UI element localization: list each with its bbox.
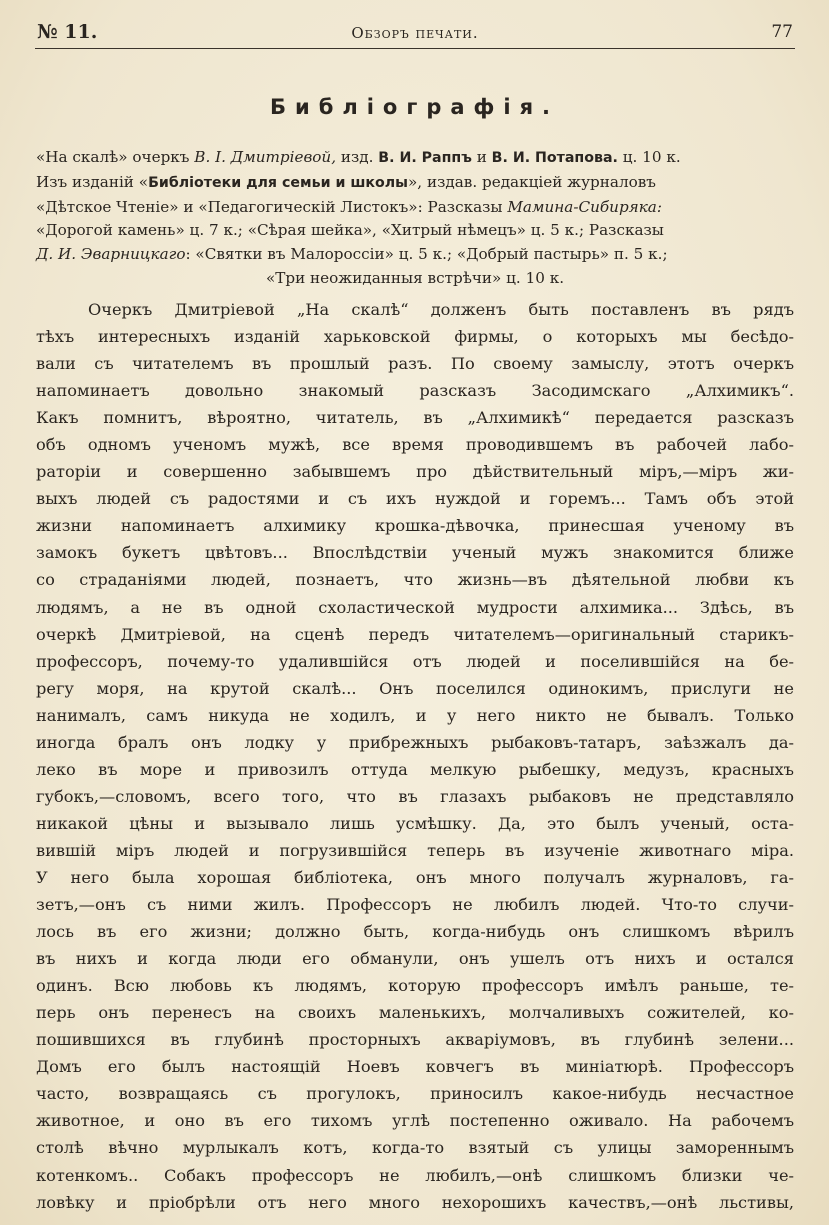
entry-line: «На скалѣ» очеркъ В. І. Дмитріевой, изд. В. И. Раппъ и В. И. Потапова. ц. 10 к. — [36, 148, 681, 166]
text-line: вившій міръ людей и погрузившійся теперь въ изученіе животнаго міра. — [36, 840, 794, 860]
text-line: объ одномъ ученомъ мужѣ, все время проводившемъ въ рабочей лабо- — [36, 435, 794, 455]
text-line: пошившихся въ глубинѣ просторныхъ акваріумовъ, въ глубинѣ зелени... — [36, 1030, 794, 1050]
author-name: Мамина-Сибиряка: — [507, 197, 662, 216]
review-body — [36, 296, 794, 1216]
entry-line: «Дѣтское Чтеніе» и «Педагогическій Листокъ»: Разсказы Мамина-Сибиряка: — [36, 197, 662, 216]
running-title: Обзоръ печати. — [351, 24, 479, 42]
publisher-name: В. И. Раппъ — [378, 150, 472, 166]
text-line: лось въ его жизни; должно быть, когда-нибудь онъ слишкомъ вѣрилъ — [36, 922, 794, 942]
entry-line: Д. И. Эварницкаго: «Святки въ Малороссіи» ц. 5 к.; «Добрый пастырь» п. 5 к.; — [36, 245, 668, 264]
library-name: Библіотеки для семьи и школы — [148, 174, 409, 191]
running-header — [35, 18, 795, 49]
text-line: леко въ море и привозилъ оттуда мелкую рыбешку, медузъ, красныхъ — [36, 759, 794, 779]
text-line: раторіи и совершенно забывшемъ про дѣйствительный міръ,—міръ жи- — [36, 462, 794, 482]
text-line: въ нихъ и когда люди его обманули, онъ ушелъ отъ нихъ и остался — [36, 949, 794, 969]
text-line: животное, и оно въ его тихомъ углѣ постепенно оживало. На рабочемъ — [36, 1111, 794, 1131]
entry-line: «Три неожиданныя встрѣчи» ц. 10 к. — [265, 268, 565, 287]
text-line: часто, возвращаясь съ прогулокъ, приносилъ какое-нибудь несчастное — [36, 1084, 794, 1104]
text-line: жизни напоминаетъ алхимику крошка-дѣвочка, принесшая ученому въ — [36, 516, 794, 536]
text-line: нанималъ, самъ никуда не ходилъ, и у него никто не бывалъ. Только — [36, 705, 794, 725]
text-line: напоминаетъ довольно знакомый разсказъ Засодимскаго „Алхимикъ“. — [36, 381, 794, 401]
text-line: иногда бралъ онъ лодку у прибрежныхъ рыбаковъ-татаръ, заѣзжалъ да- — [36, 732, 794, 752]
section-title: Библіографія. — [269, 95, 560, 119]
text-line: одинъ. Всю любовь къ людямъ, которую профессоръ имѣлъ раньше, те- — [36, 976, 794, 996]
text-line: людямъ, а не въ одной схоластической мудрости алхимика... Здѣсь, въ — [36, 597, 794, 617]
text-line: перь онъ перенесъ на своихъ маленькихъ, молчаливыхъ сожителей, ко- — [36, 1003, 794, 1023]
text-line: выхъ людей съ радостями и съ ихъ нуждой и горемъ... Тамъ объ этой — [36, 489, 794, 509]
text-line: никакой цѣны и вызывало лишь усмѣшку. Да, это былъ ученый, оста- — [36, 813, 794, 833]
text-line: замокъ букетъ цвѣтовъ... Впослѣдствіи ученый мужъ знакомится ближе — [36, 543, 794, 563]
text-line: губокъ,—словомъ, всего того, что въ глазахъ рыбаковъ не представляло — [36, 786, 794, 806]
text-line: очеркѣ Дмитріевой, на сценѣ передъ читателемъ—оригинальный старикъ- — [36, 624, 794, 644]
text-line: Очеркъ Дмитріевой „На скалѣ“ долженъ быть поставленъ въ рядъ — [88, 300, 794, 319]
text-line: профессоръ, почему-то удалившійся отъ людей и поселившійся на бе- — [36, 651, 794, 671]
text-line: зетъ,—онъ съ ними жилъ. Профессоръ не любилъ людей. Что-то случи- — [36, 895, 794, 915]
text-line: тѣхъ интересныхъ изданій харьковской фирмы, о которыхъ мы бесѣдо- — [36, 327, 794, 347]
text-line: Какъ помнитъ, вѣроятно, читатель, въ „Алхимикѣ“ передается разсказъ — [36, 408, 794, 428]
text-line: котенкомъ.. Собакъ профессоръ не любилъ,—онѣ слишкомъ близки че- — [36, 1165, 794, 1185]
issue-number: № 11. — [37, 21, 98, 43]
publisher-name: В. И. Потапова. — [491, 150, 618, 166]
page-number: 77 — [771, 22, 793, 42]
text-line: со страданіями людей, познаетъ, что жизнь—въ дѣятельной любви къ — [36, 570, 794, 590]
text-line: вали съ читателемъ въ прошлый разъ. По своему замыслу, этотъ очеркъ — [36, 354, 794, 374]
entry-line: Изъ изданій «Библіотеки для семьи и школы», издав. редакціей журналовъ — [36, 172, 656, 191]
entry-line: «Дорогой камень» ц. 7 к.; «Сѣрая шейка», «Хитрый нѣмецъ» ц. 5 к.; Разсказы — [36, 221, 664, 240]
text-line: регу моря, на крутой скалѣ... Онъ поселился одинокимъ, прислуги не — [36, 678, 794, 698]
author-name: В. І. Дмитріевой, — [194, 148, 337, 166]
text-line: Домъ его былъ настоящій Ноевъ ковчегъ въ миніатюрѣ. Профессоръ — [36, 1057, 794, 1077]
author-name: Д. И. Эварницкаго — [36, 245, 186, 264]
text-line: столѣ вѣчно мурлыкалъ котъ, когда-то взятый съ улицы замореннымъ — [36, 1138, 794, 1158]
text-line: У него была хорошая библіотека, онъ много получалъ журналовъ, га- — [36, 867, 794, 887]
text-line: ловѣку и пріобрѣли отъ него много нехорошихъ качествъ,—онѣ льстивы, — [36, 1192, 794, 1212]
bibliography-entry — [36, 146, 794, 291]
